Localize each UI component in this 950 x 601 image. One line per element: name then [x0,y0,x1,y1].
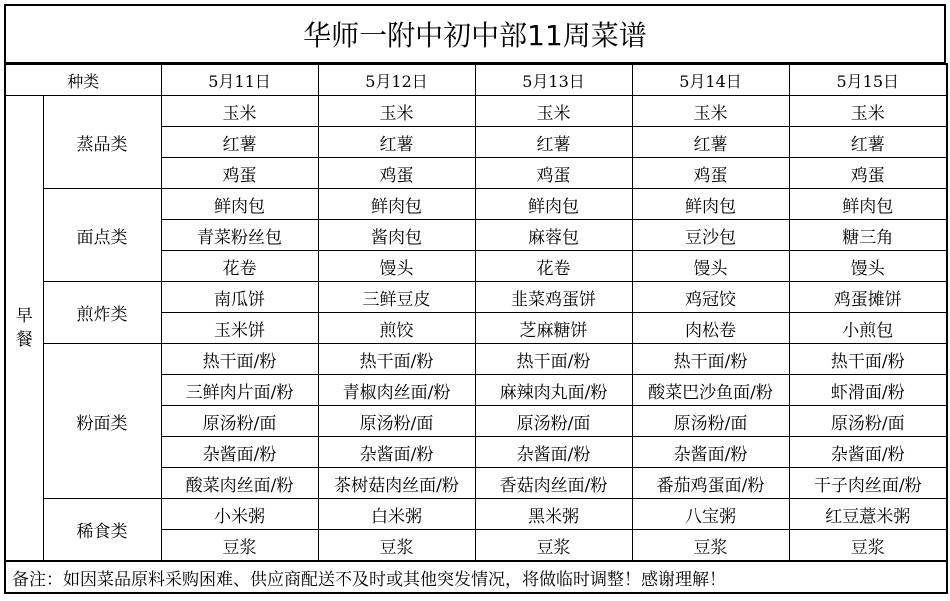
menu-table [4,63,948,594]
menu-row [5,189,947,220]
dish-cell: 原汤粉/面 [318,406,475,437]
header-type: 种类 [5,64,161,96]
dish-cell: 茶树菇肉丝面/粉 [318,468,475,499]
dish-cell: 干子肉丝面/粉 [789,468,947,499]
dish-cell: 杂酱面/粉 [161,437,318,468]
dish-cell: 韭菜鸡蛋饼 [475,282,632,313]
dish-cell: 虾滑面/粉 [789,375,947,406]
dish-cell: 鸡冠饺 [632,282,789,313]
dish-cell: 馒头 [318,251,475,282]
dish-cell: 酸菜巴沙鱼面/粉 [632,375,789,406]
dish-cell: 热干面/粉 [161,344,318,375]
dish-cell: 酱肉包 [318,220,475,251]
dish-cell: 黑米粥 [475,499,632,530]
header-row [5,64,947,96]
header-date: 5月11日 [161,64,318,96]
dish-cell: 原汤粉/面 [632,406,789,437]
dish-cell: 红豆薏米粥 [789,499,947,530]
dish-cell: 原汤粉/面 [161,406,318,437]
dish-cell: 豆浆 [318,530,475,562]
dish-cell: 青菜粉丝包 [161,220,318,251]
header-date: 5月14日 [632,64,789,96]
dish-cell: 小米粥 [161,499,318,530]
dish-cell: 香菇肉丝面/粉 [475,468,632,499]
dish-cell: 杂酱面/粉 [475,437,632,468]
dish-cell: 热干面/粉 [632,344,789,375]
dish-cell: 玉米 [161,96,318,127]
dish-cell: 热干面/粉 [789,344,947,375]
dish-cell: 鸡蛋 [161,158,318,189]
category-label: 稀食类 [43,499,161,562]
dish-cell: 糖三角 [789,220,947,251]
dish-cell: 玉米饼 [161,313,318,344]
dish-cell: 热干面/粉 [318,344,475,375]
dish-cell: 麻蓉包 [475,220,632,251]
dish-cell: 花卷 [475,251,632,282]
dish-cell: 杂酱面/粉 [632,437,789,468]
dish-cell: 白米粥 [318,499,475,530]
dish-cell: 玉米 [318,96,475,127]
dish-cell: 鸡蛋摊饼 [789,282,947,313]
category-label: 面点类 [43,189,161,282]
dish-cell: 鸡蛋 [632,158,789,189]
dish-cell: 番茄鸡蛋面/粉 [632,468,789,499]
category-label: 煎炸类 [43,282,161,344]
dish-cell: 玉米 [789,96,947,127]
header-date: 5月12日 [318,64,475,96]
dish-cell: 芝麻糖饼 [475,313,632,344]
dish-cell: 原汤粉/面 [789,406,947,437]
dish-cell: 豆浆 [632,530,789,562]
dish-cell: 鲜肉包 [632,189,789,220]
dish-cell: 麻辣肉丸面/粉 [475,375,632,406]
dish-cell: 红薯 [475,127,632,158]
menu-row [5,344,947,375]
dish-cell: 红薯 [789,127,947,158]
meal-label-char: 餐 [15,330,33,350]
note-text: 备注：如因菜品原料采购困难、供应商配送不及时或其他突发情况，将做临时调整！感谢理解！ [5,561,947,593]
dish-cell: 玉米 [475,96,632,127]
dish-cell: 豆沙包 [632,220,789,251]
menu-body [5,96,947,562]
dish-cell: 鸡蛋 [318,158,475,189]
header-date: 5月13日 [475,64,632,96]
header-date: 5月15日 [789,64,947,96]
dish-cell: 杂酱面/粉 [318,437,475,468]
menu-row [5,499,947,530]
menu-row [5,282,947,313]
dish-cell: 馒头 [789,251,947,282]
dish-cell: 红薯 [161,127,318,158]
dish-cell: 鸡蛋 [475,158,632,189]
meal-label [5,96,43,562]
dish-cell: 八宝粥 [632,499,789,530]
dish-cell: 肉松卷 [632,313,789,344]
dish-cell: 花卷 [161,251,318,282]
dish-cell: 玉米 [632,96,789,127]
dish-cell: 三鲜肉片面/粉 [161,375,318,406]
dish-cell: 热干面/粉 [475,344,632,375]
dish-cell: 酸菜肉丝面/粉 [161,468,318,499]
dish-cell: 红薯 [318,127,475,158]
dish-cell: 豆浆 [475,530,632,562]
meal-label-char: 早 [15,306,33,326]
note-row [5,561,947,593]
dish-cell: 三鲜豆皮 [318,282,475,313]
menu-row [5,96,947,127]
category-label: 蒸品类 [43,96,161,189]
dish-cell: 鲜肉包 [318,189,475,220]
dish-cell: 南瓜饼 [161,282,318,313]
dish-cell: 鸡蛋 [789,158,947,189]
dish-cell: 豆浆 [161,530,318,562]
dish-cell: 煎饺 [318,313,475,344]
dish-cell: 小煎包 [789,313,947,344]
dish-cell: 鲜肉包 [475,189,632,220]
dish-cell: 鲜肉包 [161,189,318,220]
dish-cell: 豆浆 [789,530,947,562]
dish-cell: 馒头 [632,251,789,282]
page-title: 华师一附中初中部11周菜谱 [4,4,946,64]
dish-cell: 鲜肉包 [789,189,947,220]
dish-cell: 杂酱面/粉 [789,437,947,468]
dish-cell: 红薯 [632,127,789,158]
dish-cell: 原汤粉/面 [475,406,632,437]
dish-cell: 青椒肉丝面/粉 [318,375,475,406]
category-label: 粉面类 [43,344,161,499]
